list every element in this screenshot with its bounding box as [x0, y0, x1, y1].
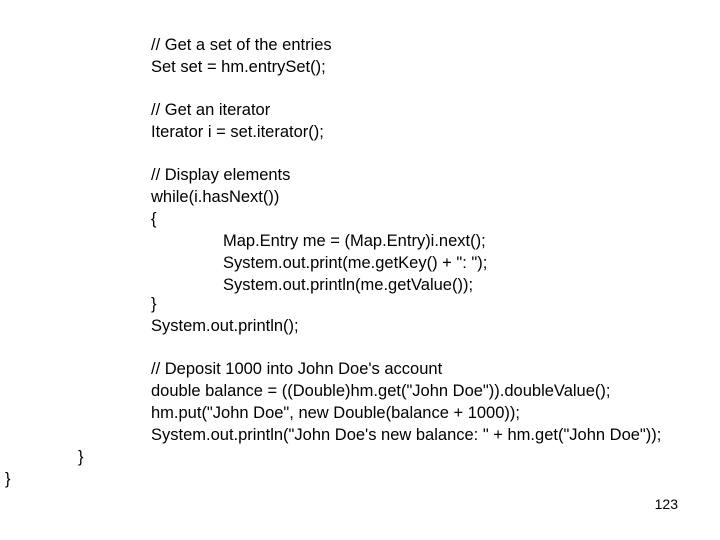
code-line-print-key: System.out.print(me.getKey() + ": "); [223, 254, 488, 272]
code-line-println-value: System.out.println(me.getValue()); [223, 276, 474, 294]
code-comment-display: // Display elements [151, 166, 291, 184]
code-line-iterator: Iterator i = set.iterator(); [151, 123, 324, 141]
code-line-balance: double balance = ((Double)hm.get("John Doe")).doubleValue(); [151, 382, 611, 400]
code-open-brace: { [151, 210, 157, 228]
code-comment-deposit: // Deposit 1000 into John Doe's account [151, 360, 443, 378]
code-line-map-entry: Map.Entry me = (Map.Entry)i.next(); [223, 232, 486, 250]
code-line-println: System.out.println(); [151, 317, 299, 335]
code-line-while: while(i.hasNext()) [151, 188, 280, 206]
code-class-close-brace: } [5, 470, 11, 488]
code-close-brace: } [151, 295, 157, 313]
code-line-entryset: Set set = hm.entrySet(); [151, 58, 326, 76]
page-number: 123 [654, 496, 678, 512]
code-comment-iterator: // Get an iterator [151, 101, 271, 119]
code-method-close-brace: } [78, 448, 84, 466]
code-line-put: hm.put("John Doe", new Double(balance + 1000)); [151, 404, 520, 422]
code-comment-entries: // Get a set of the entries [151, 36, 332, 54]
code-line-println-balance: System.out.println("John Doe's new balance: " + hm.get("John Doe")); [151, 426, 662, 444]
